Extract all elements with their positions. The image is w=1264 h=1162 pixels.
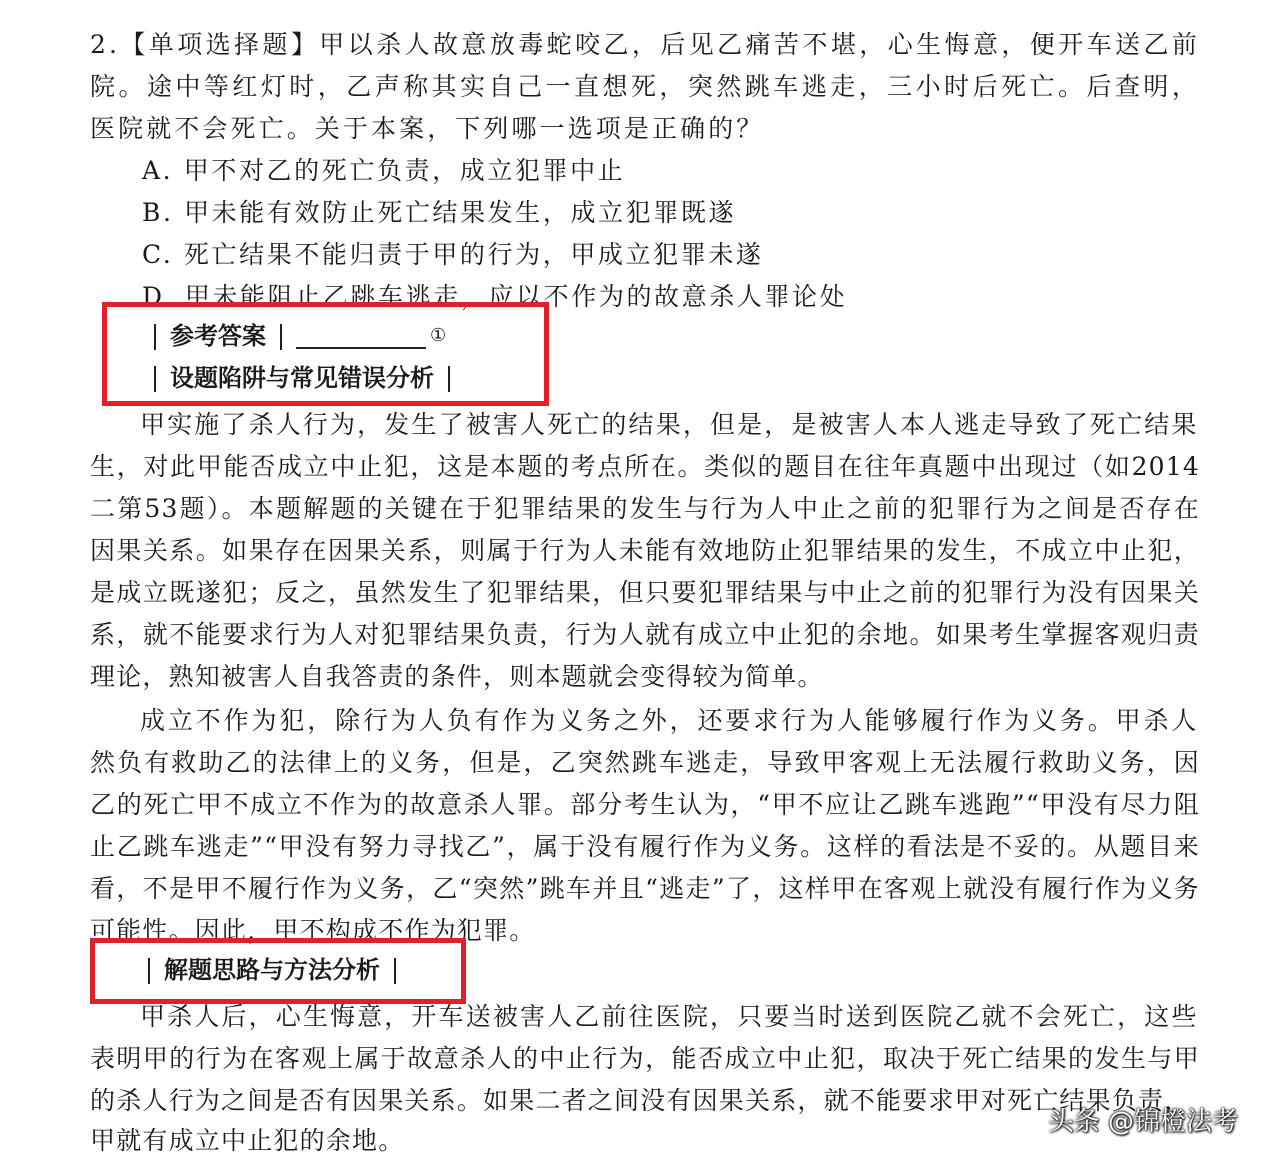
paragraph-line: 二第53题）。本题解题的关键在于犯罪结果的发生与行为人中止之前的犯罪行为之间是否存在 (90, 494, 1200, 523)
paragraph-line: 甲实施了杀人行为，发生了被害人死亡的结果，但是，是被害人本人逃走导致了死亡结果 (140, 410, 1198, 439)
method-heading (134, 952, 410, 988)
question-line: 2.【单项选择题】甲以杀人故意放毒蛇咬乙，后见乙痛苦不堪，心生悔意，便开车送乙前 (90, 30, 1200, 59)
divider (154, 324, 156, 350)
divider (154, 366, 156, 392)
divider (448, 366, 450, 392)
paragraph-line: 甲杀人后，心生悔意，开车送被害人乙前往医院，只要当时送到医院乙就不会死亡，这些 (140, 1002, 1198, 1031)
answer-mark: ① (430, 325, 447, 346)
divider (280, 324, 282, 350)
paragraph-line: 表明甲的行为在客观上属于故意杀人的中止行为，能否成立中止犯，取决于死亡结果的发生与甲 (90, 1044, 1200, 1073)
divider (148, 958, 150, 984)
watermark: 头条 @锦橙法考 (1047, 1107, 1238, 1137)
paragraph-line: 乙的死亡甲不成立不作为的故意杀人罪。部分考生认为，“甲不应让乙跳车逃跑”“甲没有尽力阻 (90, 790, 1200, 819)
paragraph-line: 止乙跳车逃走”“甲没有努力寻找乙”，属于没有履行作为义务。这样的看法是不妥的。从题目来 (90, 832, 1200, 861)
paragraph-line: 系，就不能要求行为人对犯罪结果负责，行为人就有成立中止犯的余地。如果考生掌握客观归责 (90, 620, 1200, 649)
paragraph-line: 成立不作为犯，除行为人负有作为义务之外，还要求行为人能够履行作为义务。甲杀人 (140, 706, 1198, 735)
answer-heading (140, 318, 446, 354)
divider (394, 958, 396, 984)
paragraph-line: 的杀人行为之间是否有因果关系。如果二者之间没有因果关系，就不能要求甲对死亡结果负责， (90, 1086, 1191, 1115)
paragraph-line: 可能性。因此，甲不构成不作为犯罪。 (90, 916, 536, 945)
question-line: 院。途中等红灯时，乙声称其实自己一直想死，突然跳车逃走，三小时后死亡。后查明， (90, 72, 1200, 101)
paragraph-line: 因果关系。如果存在因果关系，则属于行为人未能有效地防止犯罪结果的发生，不成立中止犯， (90, 536, 1200, 565)
trap-heading (140, 360, 464, 396)
paragraph-line: 然负有救助乙的法律上的义务，但是，乙突然跳车逃走，导致甲客观上无法履行救助义务，因 (90, 748, 1200, 777)
paragraph-line: 看，不是甲不履行作为义务，乙“突然”跳车并且“逃走”了，这样甲在客观上就没有履行作为义务 (90, 874, 1200, 903)
answer-label: 参考答案 (170, 322, 266, 350)
option-c: C. 死亡结果不能归责于甲的行为，甲成立犯罪未遂 (142, 240, 764, 269)
trap-label: 设题陷阱与常见错误分析 (170, 364, 434, 392)
option-b: B. 甲未能有效防止死亡结果发生，成立犯罪既遂 (142, 198, 737, 227)
option-a: A. 甲不对乙的死亡负责，成立犯罪中止 (142, 156, 626, 185)
answer-blank (296, 325, 426, 349)
option-d: D. 甲未能阻止乙跳车逃走，应以不作为的故意杀人罪论处 (142, 282, 848, 311)
paragraph-line: 生，对此甲能否成立中止犯，这是本题的考点所在。类似的题目在往年真题中出现过（如2014 (90, 452, 1200, 481)
paragraph-line: 理论，熟知被害人自我答责的条件，则本题就会变得较为简单。 (90, 662, 824, 691)
method-label: 解题思路与方法分析 (164, 956, 380, 984)
question-line: 医院就不会死亡。关于本案，下列哪一选项是正确的？ (90, 114, 765, 143)
paragraph-line: 是成立既遂犯；反之，虽然发生了犯罪结果，但只要犯罪结果与中止之前的犯罪行为没有因果关 (90, 578, 1200, 607)
paragraph-line: 甲就有成立中止犯的余地。 (90, 1126, 405, 1155)
